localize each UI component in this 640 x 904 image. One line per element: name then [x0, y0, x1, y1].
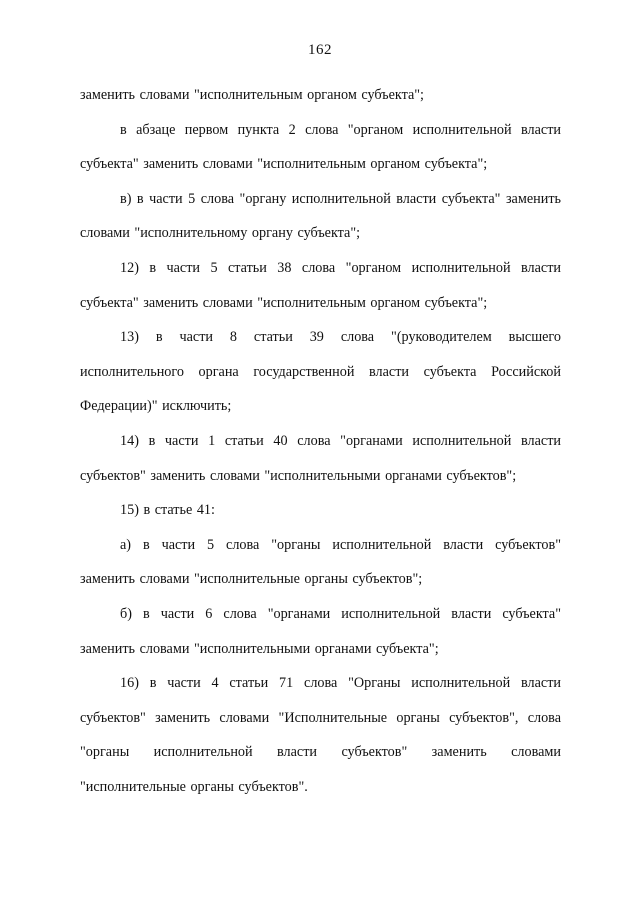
document-body [80, 78, 561, 804]
paragraph: б) в части 6 слова "органами исполнительной власти субъекта" заменить словами "исполнительными органами субъекта"; [80, 605, 561, 657]
paragraph: 15) в статье 41: [120, 502, 215, 519]
paragraph: в) в части 5 слова "органу исполнительной власти субъекта" заменить словами "исполнительному органу субъекта"; [80, 190, 561, 242]
paragraph: в абзаце первом пункта 2 слова "органом исполнительной власти субъекта" заменить словами "исполнительным органом субъекта"; [80, 121, 561, 173]
paragraph-continuation: заменить словами "исполнительным органом субъекта"; [80, 87, 424, 103]
paragraph: а) в части 5 слова "органы исполнительной власти субъектов" заменить словами "исполнительные органы субъектов"; [80, 536, 561, 588]
paragraph: 14) в части 1 статьи 40 слова "органами исполнительной власти субъектов" заменить словами "исполнительными органами субъектов"; [80, 432, 561, 484]
page-number: 162 [308, 42, 332, 58]
paragraph: 12) в части 5 статьи 38 слова "органом исполнительной власти субъекта" заменить словами "исполнительным органом субъекта"; [80, 259, 561, 311]
paragraph: 16) в части 4 статьи 71 слова "Органы исполнительной власти субъектов" заменить словами "Исполнительные органы субъектов", слова "органы исполнительной власти субъектов" заменить словами "исполнительные органы субъектов". [80, 675, 561, 795]
paragraph: 13) в части 8 статьи 39 слова "(руководителем высшего исполнительного органа государственной власти субъекта Российской Федерации)" исключить; [80, 329, 561, 415]
